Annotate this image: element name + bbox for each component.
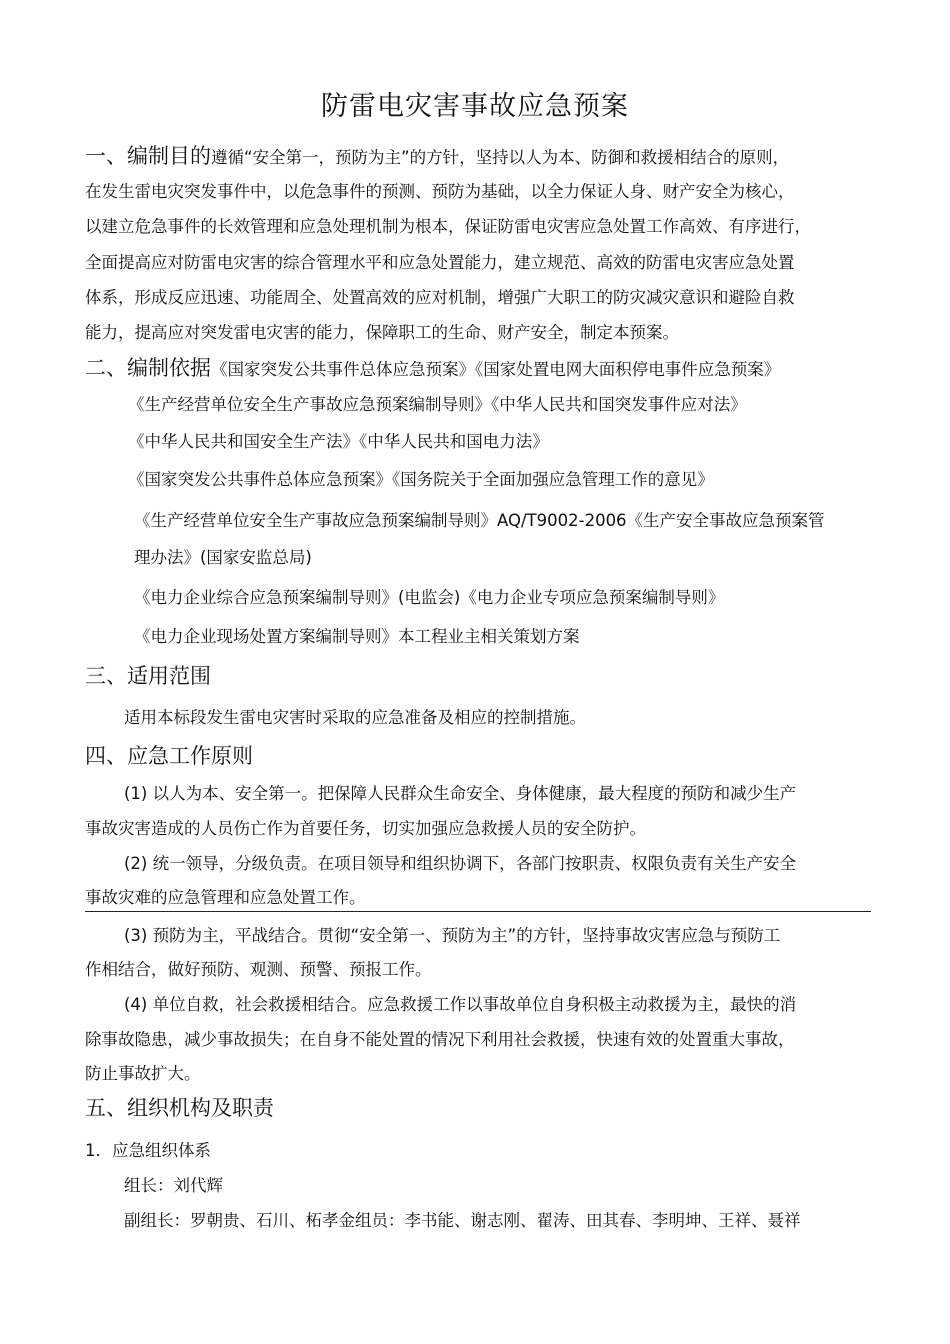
paragraph-line: (1) 以人为本、安全第一。把保障人民群众生命安全、身体健康，最大程度的预防和减少生产: [124, 784, 797, 803]
horizontal-rule: [85, 911, 871, 912]
paragraph-line: 全面提高应对防雷电灾害的综合管理水平和应急处置能力，建立规范、高效的防雷电灾害应急处置: [85, 253, 795, 272]
reference-item: 理办法》(国家安监总局): [134, 548, 312, 567]
reference-item: 《生产经营单位安全生产事故应急预案编制导则》AQ/T9002-2006《生产安全事故应急预案管: [134, 511, 825, 530]
reference-item: 《国家突发公共事件总体应急预案》《国务院关于全面加强应急管理工作的意见》: [128, 470, 714, 489]
paragraph-line: 事故灾害造成的人员伤亡作为首要任务，切实加强应急救援人员的安全防护。: [85, 819, 646, 838]
paragraph-line: 副组长：罗朝贵、石川、柘孝金组员：李书能、谢志刚、翟涛、田其春、李明坤、王祥、聂祥: [124, 1211, 801, 1230]
paragraph-line: (2) 统一领导，分级负责。在项目领导和组织协调下，各部门按职责、权限负责有关生产安全: [124, 854, 797, 873]
paragraph-line: 组长：刘代辉: [124, 1176, 223, 1195]
section-5-heading: 五、组织机构及职责: [85, 1096, 274, 1120]
paragraph-line: 遵循“安全第一，预防为主”的方针，坚持以人为本、防御和救援相结合的原则，: [211, 148, 790, 167]
reference-item: 《中华人民共和国安全生产法》《中华人民共和国电力法》: [128, 432, 549, 451]
document-title: 防雷电灾害事故应急预案: [321, 91, 629, 122]
subheading: 1．应急组织体系: [85, 1141, 211, 1160]
reference-item: 《生产经营单位安全生产事故应急预案编制导则》《中华人民共和国突发事件应对法》: [128, 395, 747, 414]
paragraph-line: 以建立危急事件的长效管理和应急处理机制为根本，保证防雷电灾害应急处置工作高效、有序进行，: [85, 217, 811, 236]
section-1-first-line: [85, 144, 789, 170]
paragraph-line: 能力，提高应对突发雷电灾害的能力，保障职工的生命、财产安全，制定本预案。: [85, 323, 679, 342]
paragraph-line: 体系，形成反应迅速、功能周全、处置高效的应对机制，增强广大职工的防灾减灾意识和避险自救: [85, 288, 795, 307]
paragraph-line: 防止事故扩大。: [85, 1064, 201, 1083]
paragraph-line: 在发生雷电灾突发事件中，以危急事件的预测、预防为基础，以全力保证人身、财产安全为核心，: [85, 182, 795, 201]
section-2-heading: 二、编制依据: [85, 356, 211, 380]
paragraph-line: (4) 单位自救，社会救援相结合。应急救援工作以事故单位自身积极主动救援为主，最快的消: [124, 995, 797, 1014]
section-4-heading: 四、应急工作原则: [85, 744, 253, 768]
paragraph-line: 除事故隐患，减少事故损失；在自身不能处置的情况下利用社会救援，快速有效的处置重大事故，: [85, 1030, 795, 1049]
reference-item: 《国家突发公共事件总体应急预案》《国家处置电网大面积停电事件应急预案》: [211, 360, 781, 379]
section-2-first-line: [85, 356, 780, 382]
reference-item: 《电力企业现场处置方案编制导则》本工程业主相关策划方案: [134, 627, 580, 646]
paragraph-line: (3) 预防为主，平战结合。贯彻“安全第一、预防为主”的方针，坚持事故灾害应急与预防工: [124, 926, 781, 945]
paragraph-line: 事故灾难的应急管理和应急处置工作。: [85, 888, 366, 907]
reference-item: 《电力企业综合应急预案编制导则》(电监会)《电力企业专项应急预案编制导则》: [134, 588, 725, 607]
section-3-heading: 三、适用范围: [85, 664, 211, 688]
section-1-heading: 一、编制目的: [85, 144, 211, 168]
paragraph-line: 作相结合，做好预防、观测、预警、预报工作。: [85, 960, 432, 979]
paragraph-line: 适用本标段发生雷电灾害时采取的应急准备及相应的控制措施。: [124, 708, 586, 727]
